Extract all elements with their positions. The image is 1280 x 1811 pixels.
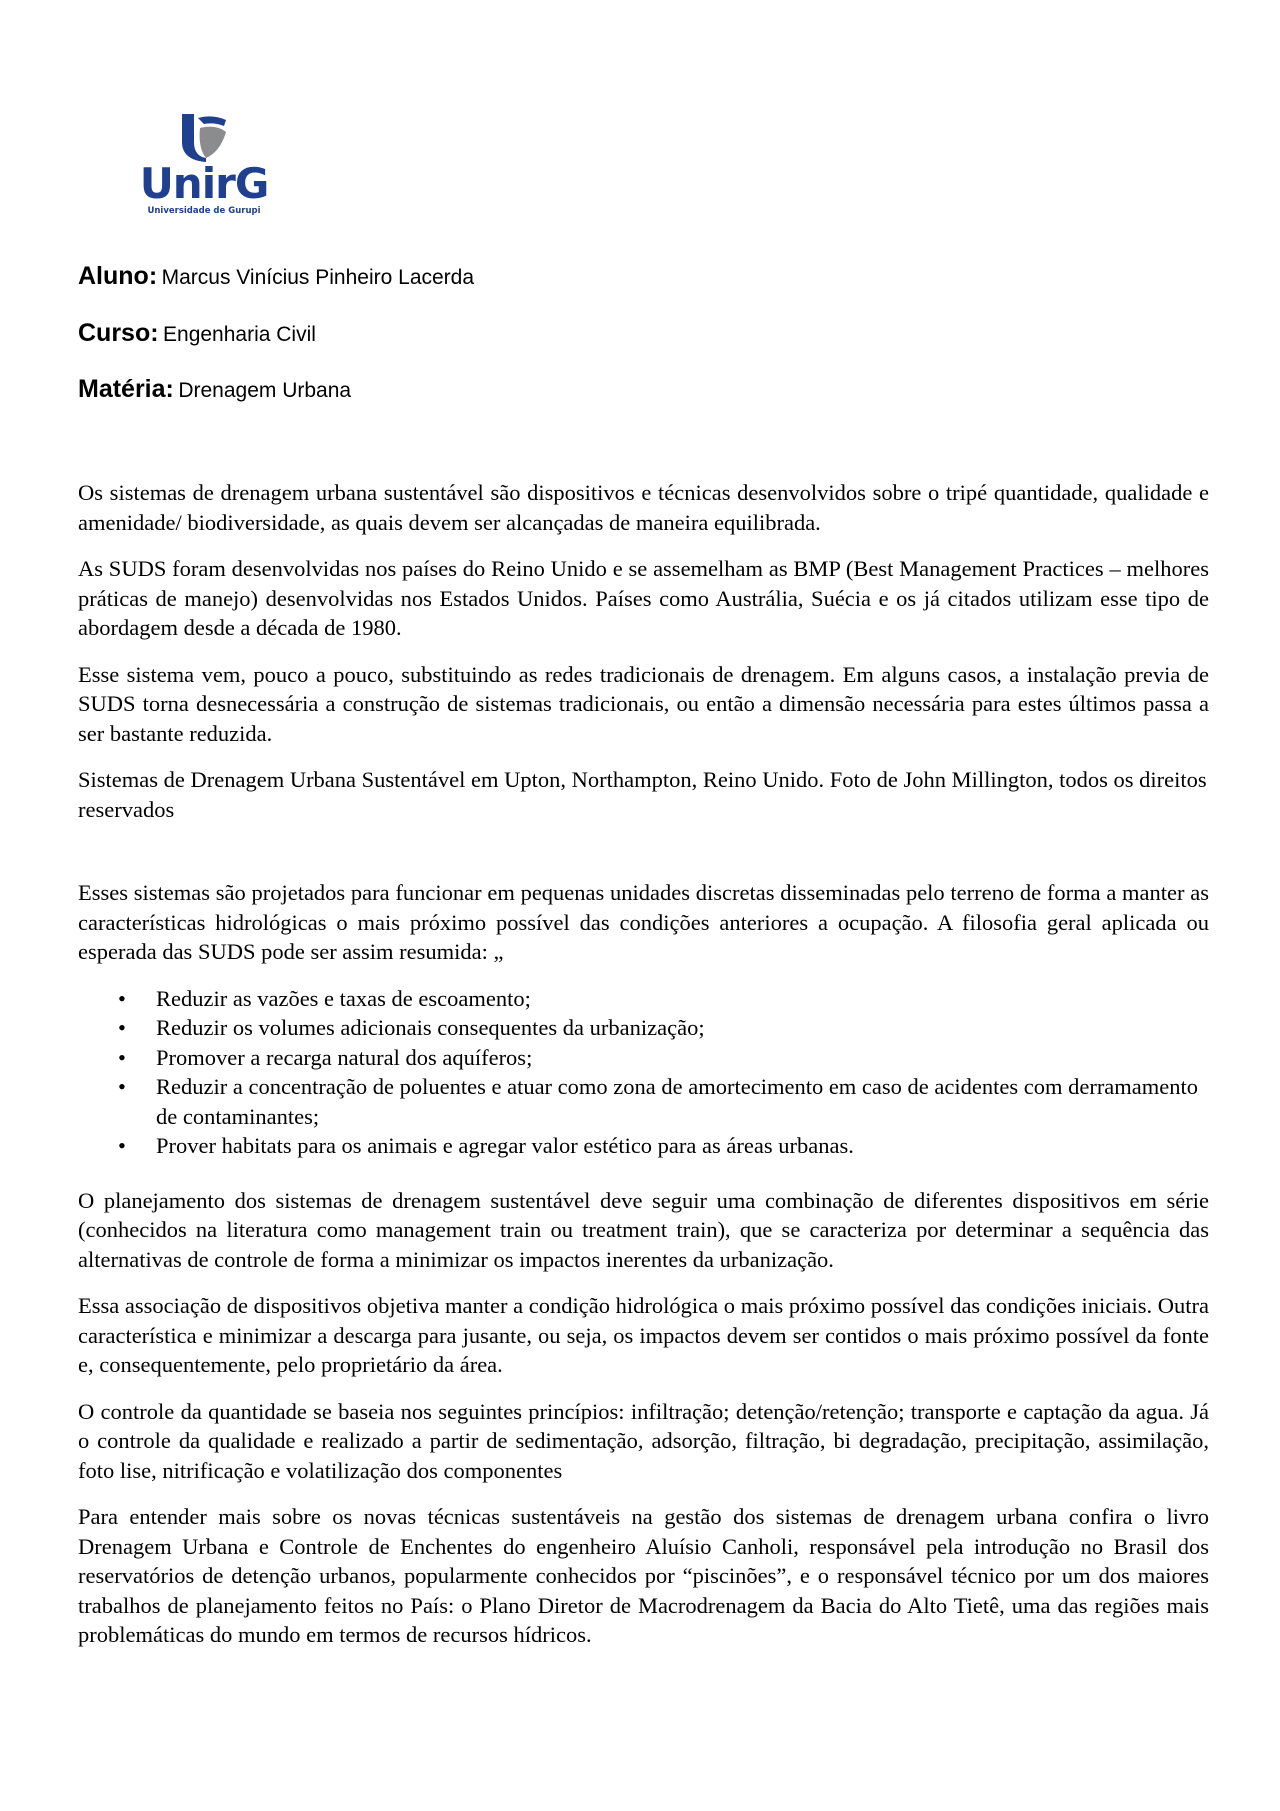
paragraph-planning: O planejamento dos sistemas de drenagem sustentável deve seguir uma combinação de diferentes dispositivos em série (conhecidos na literatura como management train ou treatment train), que se caracteriza por determinar a sequência das alternativas de controle de forma a minimizar os impactos inerentes da urbanização. (78, 1187, 1209, 1272)
paragraph-association: Essa associação de dispositivos objetiva manter a condição hidrológica o mais próximo possível das condições iniciais. Outra característica e minimizar a descarga para jusante, ou seja, os impactos devem ser contidos o mais próximo possível da fonte e, consequentemente, pelo proprietário da área. (78, 1293, 1209, 1377)
paragraph-control: O controle da quantidade se baseia nos seguintes princípios: infiltração; detenção/retenção; transporte e captação da agua. Já o controle da qualidade e realizado a partir de sedimentação, adsorção, filtração, bi degradação, precipitação, assimilação, foto lise, nitrificação e volatilização dos componentes (78, 1398, 1209, 1483)
logo-subtitle: Universidade de Gurupi (147, 206, 261, 216)
course-name: Engenharia Civil (163, 323, 316, 346)
paragraph-replacement: Esse sistema vem, pouco a pouco, substituindo as redes tradicionais de drenagem. Em alguns casos, a instalação previa de SUDS torna desnecessária a construção de sistemas tradicionais, ou então a dimensão necessária para estes últimos passa a ser bastante reduzida. (78, 661, 1209, 746)
student-label: Aluno: (78, 262, 158, 290)
list-item: • Reduzir a concentração de poluentes e atuar como zona de amortecimento em caso de acidentes com derramamento de contaminantes; (118, 1074, 1199, 1129)
student-line (78, 262, 474, 291)
goals-list (78, 984, 1209, 1161)
paragraph-intro: Os sistemas de drenagem urbana sustentável são dispositivos e técnicas desenvolvidos sobre o tripé quantidade, qualidade e amenidade/ biodiversidade, as quais devem ser alcançadas de maneira equilibrada. (78, 480, 1209, 535)
list-item: • Reduzir as vazões e taxas de escoamento; (78, 984, 1209, 1014)
bullet-icon: • (118, 1015, 126, 1040)
list-item: • Prover habitats para os animais e agregar valor estético para as áreas urbanas. (78, 1131, 1209, 1161)
bullet-icon: • (118, 1074, 126, 1099)
bullet-icon: • (118, 1044, 126, 1070)
university-logo (136, 112, 272, 220)
photo-caption: Sistemas de Drenagem Urbana Sustentável em Upton, Northampton, Reino Unido. Foto de John Millington, todos os direitos reservados (78, 767, 1207, 822)
subject-label: Matéria: (78, 375, 174, 403)
image-placeholder-gap (78, 841, 1209, 878)
student-name: Marcus Vinícius Pinheiro Lacerda (161, 266, 475, 289)
logo-wordmark: UnirG (139, 159, 269, 208)
list-item: • Reduzir os volumes adicionais consequentes da urbanização; (78, 1013, 1209, 1043)
subject-line (78, 375, 351, 404)
course-label: Curso: (78, 319, 159, 347)
paragraph-reference: Para entender mais sobre os novas técnicas sustentáveis na gestão dos sistemas de drenagem urbana confira o livro Drenagem Urbana e Controle de Enchentes do engenheiro Aluísio Canholi, responsável pela introdução no Brasil dos reservatórios de detenção urbanos, popularmente conhecidos por “piscinões”, e o responsável técnico por um dos maiores trabalhos de planejamento feitos no País: o Plano Diretor de Macrodrenagem da Bacia do Alto Tietê, uma das regiões mais problemáticas do mundo em termos de recursos hídricos. (78, 1504, 1209, 1647)
course-line (78, 319, 316, 348)
bullet-icon: • (118, 1133, 126, 1158)
paragraph-philosophy: Esses sistemas são projetados para funcionar em pequenas unidades discretas disseminadas pelo terreno de forma a manter as características hidrológicas o mais próximo possível das condições anteriores a ocupação. A filosofia geral aplicada ou esperada das SUDS pode ser assim resumida: „ (78, 880, 1209, 964)
list-item: • Promover a recarga natural dos aquíferos; (78, 1043, 1209, 1073)
bullet-icon: • (118, 985, 126, 1011)
paragraph-origin: As SUDS foram desenvolvidas nos países do Reino Unido e se assemelham as BMP (Best Management Practices – melhores práticas de manejo) desenvolvidas nos Estados Unidos. Países como Austrália, Suécia e os já citados utilizam esse tipo de abordagem desde a década de 1980. (78, 556, 1209, 640)
subject-name: Drenagem Urbana (178, 379, 352, 402)
shield-emblem-icon (136, 112, 272, 164)
document-body (78, 478, 1209, 1667)
